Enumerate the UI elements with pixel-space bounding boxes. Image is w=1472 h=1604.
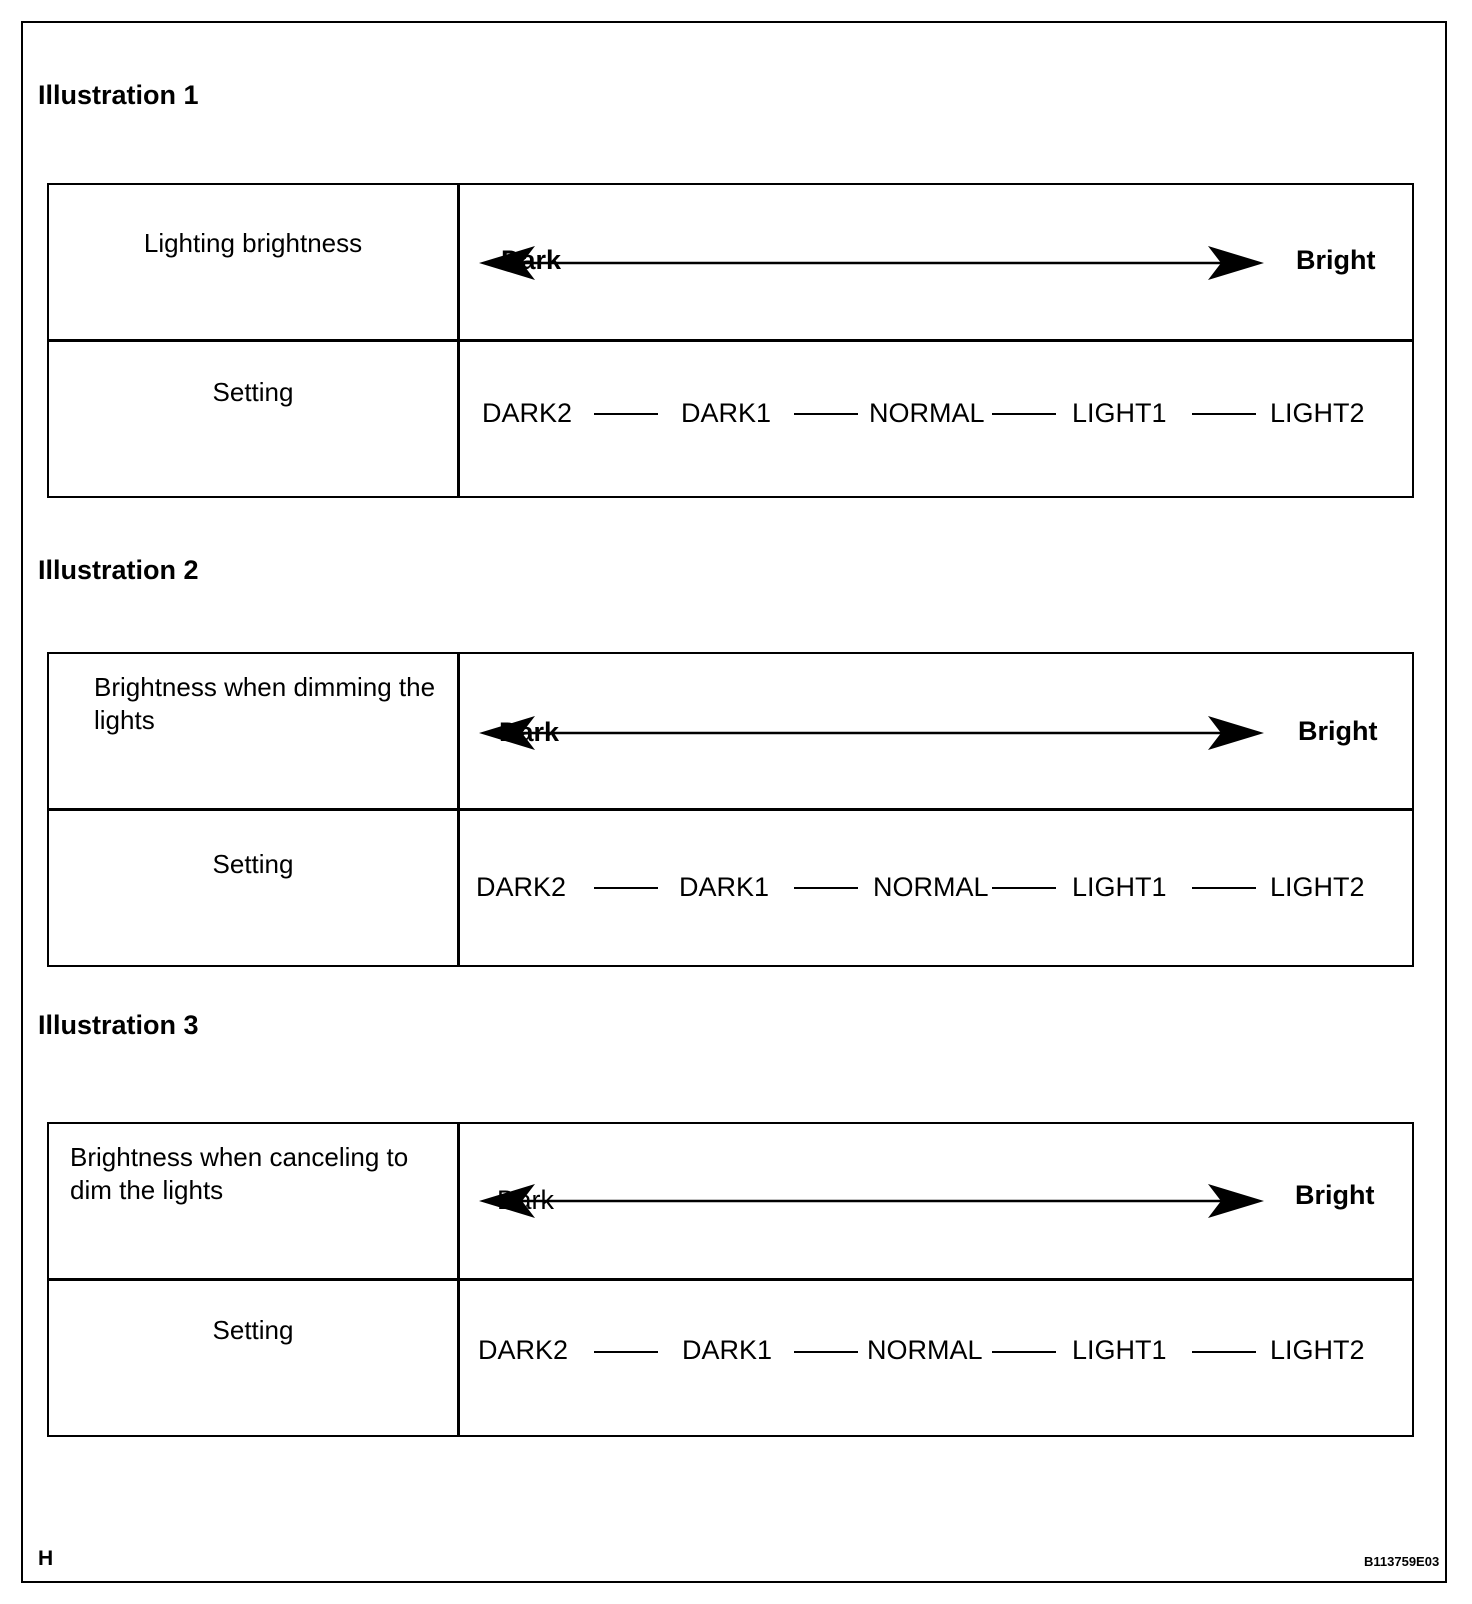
setting-normal: NORMAL bbox=[873, 872, 989, 902]
row-label-setting: Setting bbox=[212, 1315, 294, 1345]
setting-connector bbox=[794, 413, 858, 415]
illustration-2-table bbox=[47, 652, 1414, 967]
row-label-lighting-brightness: Lighting brightness bbox=[143, 228, 363, 258]
row-label-brightness-dimming: Brightness when dimming the lights bbox=[94, 672, 436, 735]
setting-light2: LIGHT2 bbox=[1270, 1335, 1365, 1365]
setting-connector bbox=[1192, 1351, 1256, 1353]
dark-end-label: Dark bbox=[501, 245, 562, 275]
setting-normal: NORMAL bbox=[867, 1335, 983, 1365]
figure-code: B113759E03 bbox=[1364, 1554, 1440, 1569]
bright-end-label: Bright bbox=[1295, 1180, 1375, 1210]
row-divider bbox=[49, 1278, 1412, 1281]
setting-connector bbox=[794, 887, 858, 889]
corner-letter: H bbox=[38, 1547, 54, 1570]
setting-dark1: DARK1 bbox=[681, 398, 772, 428]
setting-connector bbox=[594, 413, 658, 415]
double-arrow-icon bbox=[459, 1124, 1414, 1278]
setting-dark2: DARK2 bbox=[476, 872, 567, 902]
setting-connector bbox=[594, 887, 658, 889]
illustration-1-title: Illustration 1 bbox=[38, 80, 199, 110]
setting-connector bbox=[1192, 887, 1256, 889]
setting-normal: NORMAL bbox=[869, 398, 985, 428]
setting-light1: LIGHT1 bbox=[1072, 1335, 1167, 1365]
setting-connector bbox=[992, 887, 1056, 889]
setting-light1: LIGHT1 bbox=[1072, 872, 1167, 902]
dark-end-label: Dark bbox=[497, 1185, 555, 1215]
setting-dark1: DARK1 bbox=[679, 872, 770, 902]
setting-connector bbox=[594, 1351, 658, 1353]
row-label-setting: Setting bbox=[212, 849, 294, 879]
row-label-brightness-canceling: Brightness when canceling to dim the lights bbox=[70, 1142, 409, 1205]
setting-dark2: DARK2 bbox=[482, 398, 573, 428]
row-label-setting: Setting bbox=[212, 377, 294, 407]
setting-dark2: DARK2 bbox=[478, 1335, 569, 1365]
row-divider bbox=[49, 808, 1412, 811]
illustration-1-table bbox=[47, 183, 1414, 498]
illustration-3-title: Illustration 3 bbox=[38, 1010, 199, 1040]
bright-end-label: Bright bbox=[1296, 245, 1376, 275]
illustration-2-title: Illustration 2 bbox=[38, 555, 199, 585]
setting-connector bbox=[992, 1351, 1056, 1353]
setting-connector bbox=[992, 413, 1056, 415]
dark-end-label: Dark bbox=[499, 717, 560, 747]
setting-dark1: DARK1 bbox=[682, 1335, 773, 1365]
illustration-3-table bbox=[47, 1122, 1414, 1437]
setting-connector bbox=[794, 1351, 858, 1353]
bright-end-label: Bright bbox=[1298, 716, 1378, 746]
row-divider bbox=[49, 339, 1412, 342]
double-arrow-icon bbox=[459, 185, 1414, 339]
setting-light2: LIGHT2 bbox=[1270, 872, 1365, 902]
setting-connector bbox=[1192, 413, 1256, 415]
double-arrow-icon bbox=[459, 654, 1414, 808]
setting-light2: LIGHT2 bbox=[1270, 398, 1365, 428]
setting-light1: LIGHT1 bbox=[1072, 398, 1167, 428]
